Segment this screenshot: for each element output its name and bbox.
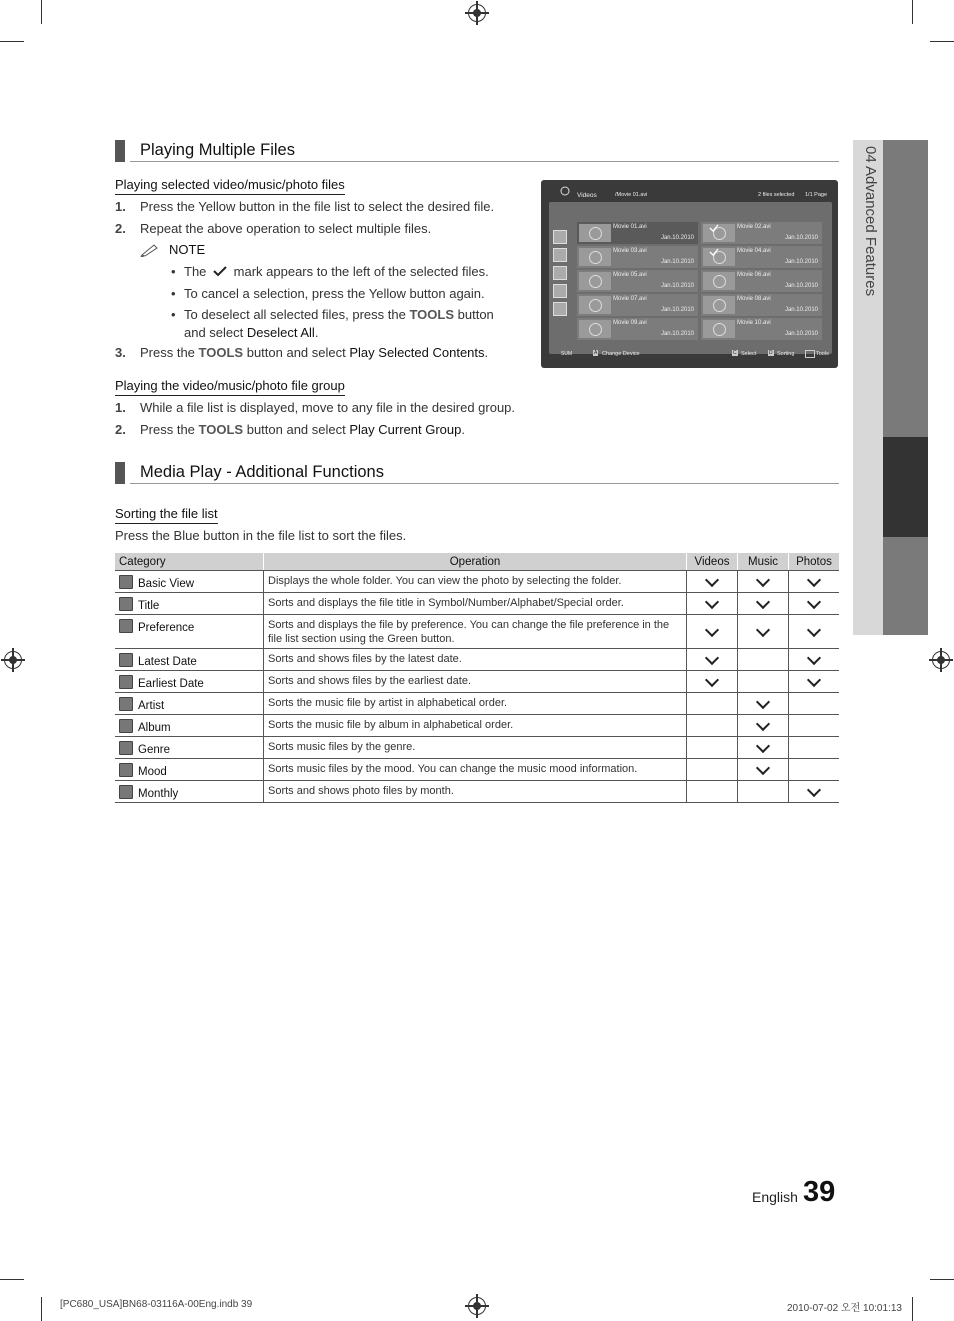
support-cell [789,649,840,671]
c-button-key: C [733,350,737,356]
check-chevron-icon [807,782,821,796]
tools-label: Tools [816,351,829,357]
check-chevron-icon [705,594,719,608]
registration-mark-icon [468,1297,486,1315]
sorting-label: Sorting [777,351,795,357]
file-tile: Movie 06.avi Jan.10.2010 [701,270,822,292]
support-cell [687,759,738,781]
group-steps: 1. While a file list is displayed, move to any file in the desired group. 2. Press the TOOLS button and select Play Current Group. [115,400,516,437]
sort-options-table [115,553,839,803]
category-cell [115,737,264,759]
operation-cell: Sorts and shows files by the latest date. [264,649,687,671]
note-item: • The mark appears to the left of the selected files. [171,264,489,279]
category-icon [119,619,133,633]
operation-cell: Sorts and shows photo files by month. [264,781,687,803]
check-chevron-icon [756,738,770,752]
file-tile: Movie 03.avi Jan.10.2010 [577,246,698,268]
a-button-key: A [594,350,598,356]
check-chevron-icon [705,622,719,636]
support-cell [789,781,840,803]
support-cell [738,737,789,759]
check-chevron-icon [756,760,770,774]
selected-check-icon [709,224,719,232]
section-header-additional-functions [115,462,839,484]
support-cell [738,781,789,803]
support-cell [687,781,738,803]
table-row [115,571,839,593]
table-row [115,781,839,803]
table-row [115,737,839,759]
category-label: Preference [138,622,195,634]
crop-mark [0,1279,24,1280]
category-label: Latest Date [138,656,197,668]
note-header [115,239,525,261]
section-title: Playing Multiple Files [140,141,295,159]
crop-mark [41,0,42,24]
support-cell [789,759,840,781]
category-label: Album [138,722,171,734]
section-title: Media Play - Additional Functions [140,463,384,481]
category-cell [115,571,264,593]
steps-list [115,196,525,364]
category-cell [115,693,264,715]
category-cell [115,671,264,693]
category-label: Mood [138,766,167,778]
screen-status: 2 files selected [758,192,795,198]
calendar-icon [553,284,567,298]
registration-mark-icon [4,651,22,669]
support-cell [687,693,738,715]
note-item: • To cancel a selection, press the Yellow button again. [171,285,485,301]
table-header-row [115,553,839,571]
category-icon [119,575,133,589]
support-cell [738,649,789,671]
table-row [115,715,839,737]
table-row [115,759,839,781]
footer-language: English [752,1189,798,1205]
file-tile: Movie 10.avi Jan.10.2010 [701,318,822,340]
file-grid [549,202,832,354]
check-chevron-icon [807,622,821,636]
support-cell [738,693,789,715]
tools-icon [805,350,815,358]
screen-path: /Movie 01.avi [615,192,648,198]
support-cell [687,671,738,693]
sorting-intro: Press the Blue button in the file list to sort the files. [115,528,407,543]
file-tile: Movie 02.avi Jan.10.2010 [701,222,822,244]
tv-screen-illustration [541,180,838,368]
table-row [115,693,839,715]
crop-mark [930,1279,954,1280]
support-cell [687,649,738,671]
support-cell [738,759,789,781]
date-icon [553,266,567,280]
category-label: Monthly [138,788,179,800]
screen-title: Videos [577,192,597,199]
step-text: Repeat the above operation to select multiple files. [140,220,432,236]
subheading-selected-files: Playing selected video/music/photo files [115,177,345,195]
change-device-label: Change Device [602,351,640,357]
category-cell [115,649,264,671]
checkmark-icon [212,265,228,277]
support-cell [789,593,840,615]
crop-mark [930,41,954,42]
operation-cell: Sorts the music file by artist in alphabetical order. [264,693,687,715]
header-videos: Videos [687,553,738,571]
operation-cell: Sorts and displays the file by preference. You can change the file preference in the file list section using the Green button. [264,615,687,649]
table-row [115,649,839,671]
step-3: 3. Press the TOOLS button and select Play Selected Contents. [115,345,489,360]
file-tile: Movie 01.avi Jan.10.2010 [577,222,698,244]
support-cell [789,671,840,693]
category-cell [115,759,264,781]
support-cell [738,671,789,693]
support-cell [789,715,840,737]
support-cell [738,615,789,649]
check-chevron-icon [705,572,719,586]
file-tile: Movie 05.avi Jan.10.2010 [577,270,698,292]
screen-page: 1/1 Page [805,192,828,198]
support-cell [687,615,738,649]
support-cell [789,693,840,715]
category-icon [119,597,133,611]
star-icon [553,302,567,316]
header-operation: Operation [264,553,687,571]
check-chevron-icon [705,672,719,686]
videos-icon [559,186,571,196]
registration-mark-icon [468,4,486,22]
category-cell [115,615,264,649]
page-number: 39 [803,1176,836,1208]
support-cell [789,615,840,649]
support-cell [687,571,738,593]
print-info-right: 2010-07-02 오전 10:01:13 [787,1303,902,1314]
file-tile: Movie 07.avi Jan.10.2010 [577,294,698,316]
category-label: Genre [138,744,170,756]
table-row [115,593,839,615]
category-cell [115,715,264,737]
chapter-label: 04 Advanced Features [862,146,879,297]
category-label: Title [138,600,160,612]
operation-cell: Sorts and displays the file title in Symbol/Number/Alphabet/Special order. [264,593,687,615]
header-category: Category [115,553,264,571]
crop-mark [912,0,913,24]
category-icon [119,653,133,667]
support-cell [687,737,738,759]
sum-label: SUM [561,351,573,357]
category-cell [115,781,264,803]
d-button-key: D [769,350,773,356]
table-row [115,671,839,693]
check-chevron-icon [807,572,821,586]
operation-cell: Sorts the music file by album in alphabetical order. [264,715,687,737]
support-cell [738,593,789,615]
check-chevron-icon [756,594,770,608]
check-chevron-icon [756,572,770,586]
step-number: 2. [115,220,126,236]
operation-cell: Sorts music files by the genre. [264,737,687,759]
note-label: NOTE [169,242,206,257]
support-cell [687,593,738,615]
support-cell [687,715,738,737]
operation-cell: Displays the whole folder. You can view the photo by selecting the folder. [264,571,687,593]
support-cell [789,737,840,759]
table-row [115,615,839,649]
check-chevron-icon [756,622,770,636]
category-icon [119,763,133,777]
support-cell [738,571,789,593]
category-label: Artist [138,700,165,712]
registration-mark-icon [932,651,950,669]
check-chevron-icon [807,594,821,608]
section-header-playing-multiple-files [115,140,839,162]
file-tile: Movie 08.avi Jan.10.2010 [701,294,822,316]
step-text: Press the Yellow button in the file list to select the desired file. [140,199,495,214]
note-item: • To deselect all selected files, press the TOOLS button and select Deselect All. [171,307,494,340]
category-cell [115,593,264,615]
check-chevron-icon [807,672,821,686]
category-icon [119,719,133,733]
category-icon [119,675,133,689]
category-label: Earliest Date [138,678,204,690]
note-pencil-icon [140,243,160,257]
crop-mark [912,1297,913,1321]
check-chevron-icon [756,694,770,708]
crop-mark [0,41,24,42]
category-icon [119,697,133,711]
folder-icon [553,230,567,244]
title-icon [553,248,567,262]
file-tile: Movie 09.avi Jan.10.2010 [577,318,698,340]
print-info-left: [PC680_USA]BN68-03116A-00Eng.indb 39 [60,1299,253,1310]
step-number: 1. [115,199,126,214]
crop-mark [41,1297,42,1321]
header-photos: Photos [789,553,840,571]
category-icon [119,741,133,755]
category-icon [119,785,133,799]
subheading-file-group: Playing the video/music/photo file group [115,378,345,396]
category-label: Basic View [138,578,195,590]
operation-cell: Sorts music files by the mood. You can change the music mood information. [264,759,687,781]
check-chevron-icon [705,650,719,664]
header-music: Music [738,553,789,571]
file-tile: Movie 04.avi Jan.10.2010 [701,246,822,268]
operation-cell: Sorts and shows files by the earliest date. [264,671,687,693]
support-cell [789,571,840,593]
selected-check-icon [709,248,719,256]
check-chevron-icon [756,716,770,730]
subheading-sorting: Sorting the file list [115,506,218,524]
select-label: Select [741,351,757,357]
check-chevron-icon [807,650,821,664]
support-cell [738,715,789,737]
